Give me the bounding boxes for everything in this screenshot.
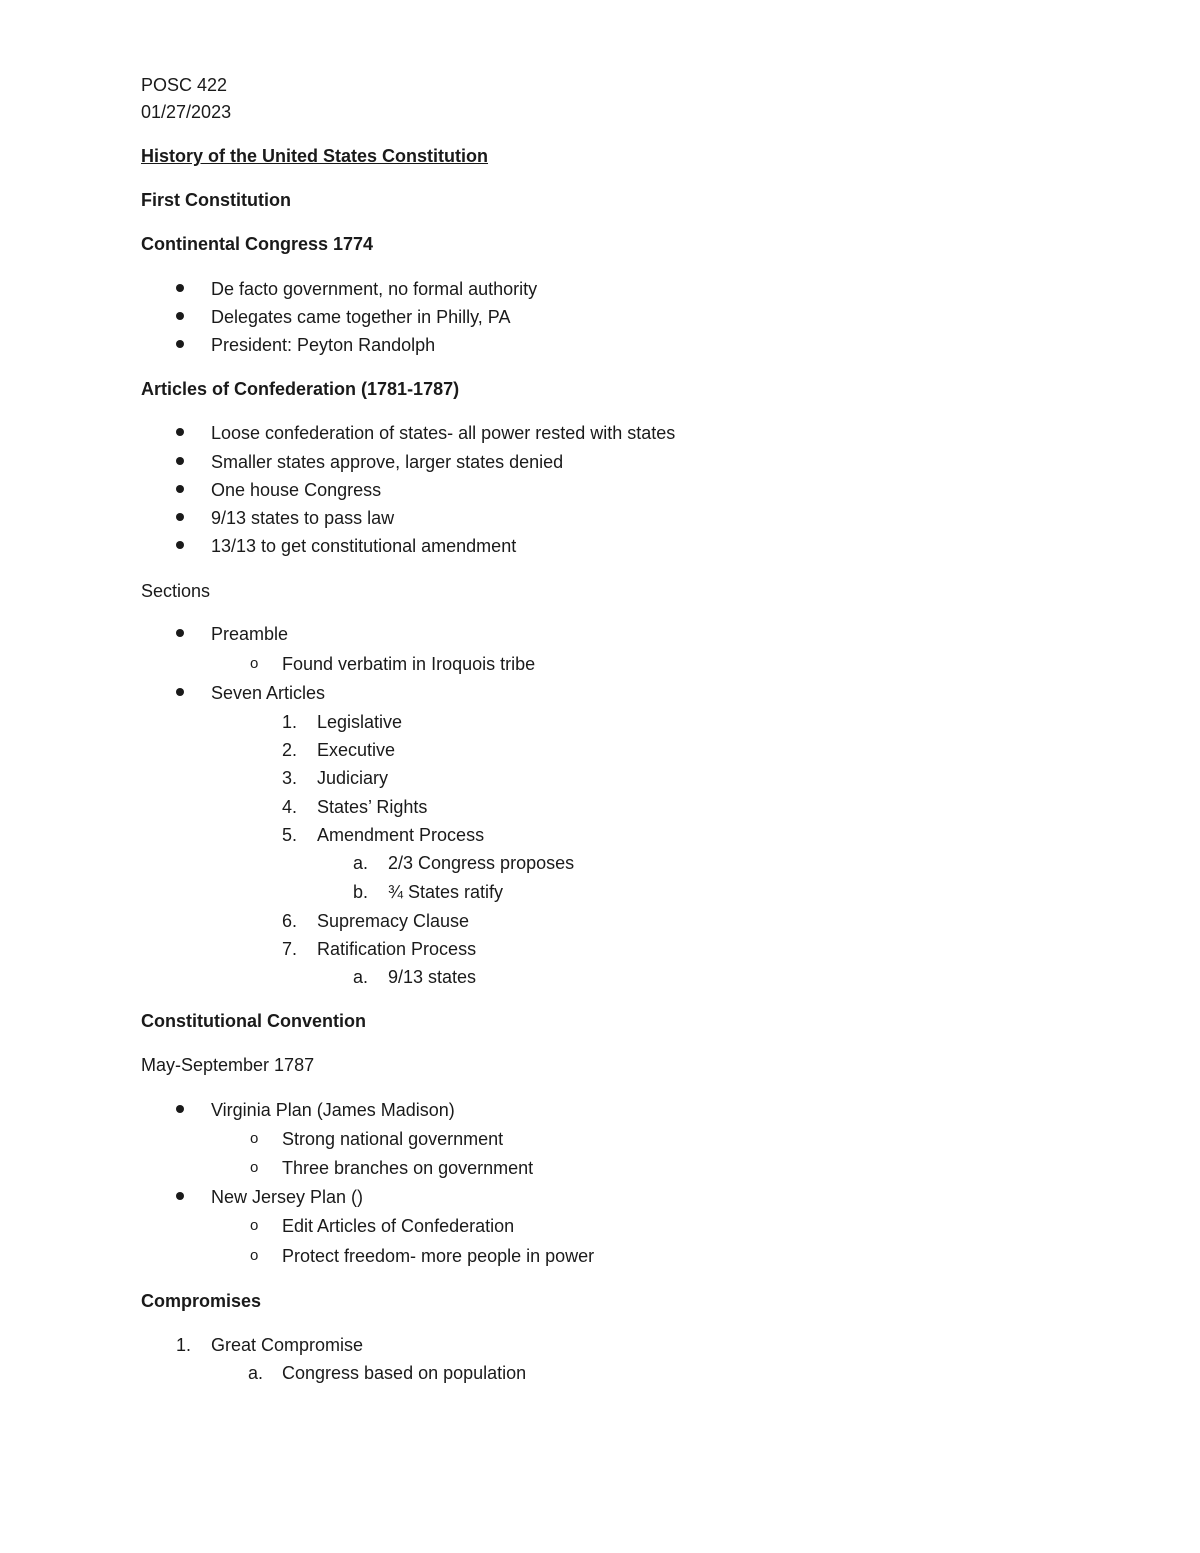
list-number: 5.: [282, 825, 298, 845]
convention-dates: May-September 1787: [141, 1055, 315, 1075]
bullet-icon: [176, 340, 184, 348]
list-subitem: Amendment Process: [317, 825, 485, 845]
heading-first-constitution: First Constitution: [141, 190, 291, 210]
bullet-icon: [176, 457, 184, 465]
bullet-icon: [176, 629, 184, 637]
list-subitem: Supremacy Clause: [317, 911, 470, 931]
list-subitem: Judiciary: [317, 768, 389, 788]
list-letter: a.: [353, 967, 369, 987]
list-number: 2.: [282, 740, 298, 760]
heading-sections: Sections: [141, 581, 211, 601]
circle-bullet-icon: o: [250, 1159, 259, 1176]
bullet-icon: [176, 428, 184, 436]
bullet-icon: [176, 513, 184, 521]
document-title: History of the United States Constitution: [141, 146, 489, 166]
heading-compromises: Compromises: [141, 1291, 262, 1311]
list-subitem: Legislative: [317, 712, 403, 732]
list-number: 1.: [176, 1335, 192, 1355]
list-item: Seven Articles: [211, 683, 326, 703]
circle-bullet-icon: o: [250, 1217, 259, 1234]
list-subitem: Executive: [317, 740, 396, 760]
list-number: 1.: [282, 712, 298, 732]
bullet-icon: [176, 541, 184, 549]
list-letter: b.: [353, 882, 369, 902]
list-item: Great Compromise: [211, 1335, 364, 1355]
list-subitem: Strong national government: [282, 1129, 504, 1149]
list-number: 7.: [282, 939, 298, 959]
bullet-icon: [176, 485, 184, 493]
heading-constitutional-convention: Constitutional Convention: [141, 1011, 366, 1031]
list-subitem: Edit Articles of Confederation: [282, 1216, 515, 1236]
circle-bullet-icon: o: [250, 1130, 259, 1147]
list-number: 3.: [282, 768, 298, 788]
list-subsubitem: 2/3 Congress proposes: [388, 853, 575, 873]
list-item: Smaller states approve, larger states denied: [211, 452, 564, 472]
heading-articles-of-confederation: Articles of Confederation (1781-1787): [141, 379, 460, 399]
list-item: Delegates came together in Philly, PA: [211, 307, 511, 327]
list-number: 6.: [282, 911, 298, 931]
list-item: President: Peyton Randolph: [211, 335, 436, 355]
circle-bullet-icon: o: [250, 1247, 259, 1264]
list-item: New Jersey Plan (): [211, 1187, 364, 1207]
list-number: 4.: [282, 797, 298, 817]
bullet-icon: [176, 688, 184, 696]
circle-bullet-icon: o: [250, 655, 259, 672]
list-subitem: Congress based on population: [282, 1363, 527, 1383]
list-item: 13/13 to get constitutional amendment: [211, 536, 517, 556]
list-letter: a.: [248, 1363, 264, 1383]
list-item: Virginia Plan (James Madison): [211, 1100, 455, 1120]
document-date: 01/27/2023: [141, 102, 232, 122]
bullet-icon: [176, 312, 184, 320]
bullet-icon: [176, 284, 184, 292]
bullet-icon: [176, 1192, 184, 1200]
list-subitem: Protect freedom- more people in power: [282, 1246, 595, 1266]
list-subsubitem: 9/13 states: [388, 967, 477, 987]
list-subitem: States’ Rights: [317, 797, 428, 817]
heading-continental-congress: Continental Congress 1774: [141, 234, 374, 254]
list-subitem: Ratification Process: [317, 939, 477, 959]
list-item: De facto government, no formal authority: [211, 279, 538, 299]
list-subitem: Three branches on government: [282, 1158, 534, 1178]
bullet-icon: [176, 1105, 184, 1113]
course-code: POSC 422: [141, 75, 228, 95]
list-subsubitem: ¾ States ratify: [388, 882, 504, 902]
list-item: Loose confederation of states- all power rested with states: [211, 423, 676, 443]
list-item: Preamble: [211, 624, 289, 644]
list-letter: a.: [353, 853, 369, 873]
list-item: 9/13 states to pass law: [211, 508, 395, 528]
list-item: One house Congress: [211, 480, 382, 500]
list-subitem: Found verbatim in Iroquois tribe: [282, 654, 536, 674]
